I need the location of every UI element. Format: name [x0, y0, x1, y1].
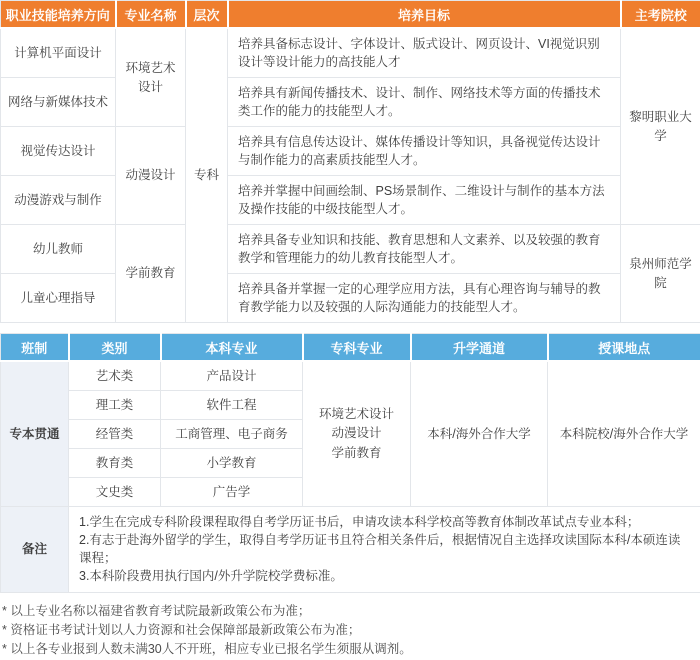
table-row: [1, 176, 700, 225]
direction-cell: 网络与新媒体技术: [1, 78, 116, 127]
college-majors-cell: [303, 361, 411, 507]
class-mode-cell: 专本贯通: [1, 361, 69, 507]
category-cell: 教育类: [69, 449, 161, 478]
college-major-line: 环境艺术设计: [309, 405, 404, 424]
remark-line: 2.有志于赴海外留学的学生，取得自考学历证书且符合相关条件后，根据情况自主选择攻读国际本科/本硕连读课程；: [79, 531, 690, 567]
bachelor-major-cell: 软件工程: [161, 391, 303, 420]
examiner-cell: 黎明职业大学: [621, 28, 700, 225]
bachelor-major-cell: 产品设计: [161, 361, 303, 391]
direction-cell: 动漫游戏与制作: [1, 176, 116, 225]
category-cell: 经管类: [69, 420, 161, 449]
remarks-row: [1, 507, 700, 593]
remark-line: 1.学生在完成专科阶段课程取得自考学历证书后，申请攻读本科学校高等教育体制改革试点专业本科；: [79, 513, 690, 531]
table-row: [1, 78, 700, 127]
remark-line: 3.本科阶段费用执行国内/外升学院校学费标准。: [79, 567, 690, 585]
major-cell: 环境艺术设计: [116, 28, 186, 127]
goal-cell: 培养具备并掌握一定的心理学应用方法，具有心理咨询与辅导的教育教学能力以及较强的人际沟通能力的技能型人才。: [228, 274, 621, 323]
footnotes: [2, 602, 698, 660]
category-cell: 艺术类: [69, 361, 161, 391]
bachelor-major-cell: 小学教育: [161, 449, 303, 478]
goal-cell: 培养并掌握中间画绘制、PS场景制作、二维设计与制作的基本方法及操作技能的中级技能型人才。: [228, 176, 621, 225]
college-major-line: 学前教育: [309, 444, 404, 463]
majors-training-table: [0, 0, 700, 323]
direction-cell: 视觉传达设计: [1, 127, 116, 176]
location-cell: 本科院校/海外合作大学: [548, 361, 700, 507]
direction-cell: 儿童心理指导: [1, 274, 116, 323]
goal-cell: 培养具备标志设计、字体设计、版式设计、网页设计、VI视觉识别设计等设计能力的高技能人才: [228, 28, 621, 78]
table-row: [1, 225, 700, 274]
footnote-line: * 以上专业名称以福建省教育考试院最新政策公布为准；: [2, 602, 698, 621]
goal-cell: 培养具备专业知识和技能、教育思想和人文素养、以及较强的教育教学和管理能力的幼儿教育技能型人才。: [228, 225, 621, 274]
pathway-cell: 本科/海外合作大学: [411, 361, 548, 507]
major-cell: 学前教育: [116, 225, 186, 323]
header-pathway: 升学通道: [411, 334, 548, 362]
bachelor-major-cell: 工商管理、电子商务: [161, 420, 303, 449]
category-cell: 文史类: [69, 478, 161, 507]
header-major: 专业名称: [116, 1, 186, 29]
level-cell: 专科: [186, 28, 228, 323]
header-goal: 培养目标: [228, 1, 621, 29]
table-row: [1, 28, 700, 78]
direction-cell: 幼儿教师: [1, 225, 116, 274]
direction-cell: 计算机平面设计: [1, 28, 116, 78]
major-cell: 动漫设计: [116, 127, 186, 225]
goal-cell: 培养具有信息传达设计、媒体传播设计等知识，具备视觉传达设计与制作能力的高素质技能型人才。: [228, 127, 621, 176]
header-level: 层次: [186, 1, 228, 29]
college-major-line: 动漫设计: [309, 424, 404, 443]
footnote-line: * 以上各专业报到人数未满30人不开班，相应专业已报名学生须服从调剂。: [2, 640, 698, 659]
remarks-content-cell: [69, 507, 700, 593]
majors-table-header: [1, 1, 700, 29]
class-system-table: [0, 333, 700, 593]
bachelor-major-cell: 广告学: [161, 478, 303, 507]
footnote-line: * 资格证书考试计划以人力资源和社会保障部最新政策公布为准；: [2, 621, 698, 640]
header-college-major: 专科专业: [303, 334, 411, 362]
header-bachelor-major: 本科专业: [161, 334, 303, 362]
header-examiner: 主考院校: [621, 1, 700, 29]
goal-cell: 培养具有新闻传播技术、设计、制作、网络技术等方面的传播技术类工作的能力的技能型人才。: [228, 78, 621, 127]
remarks-label-cell: 备注: [1, 507, 69, 593]
header-location: 授课地点: [548, 334, 700, 362]
table-row: [1, 361, 700, 391]
class-table-header: [1, 334, 700, 362]
table-row: [1, 127, 700, 176]
header-category: 类别: [69, 334, 161, 362]
table-row: [1, 274, 700, 323]
header-direction: 职业技能培养方向: [1, 1, 116, 29]
category-cell: 理工类: [69, 391, 161, 420]
examiner-cell: 泉州师范学院: [621, 225, 700, 323]
header-class-mode: 班制: [1, 334, 69, 362]
